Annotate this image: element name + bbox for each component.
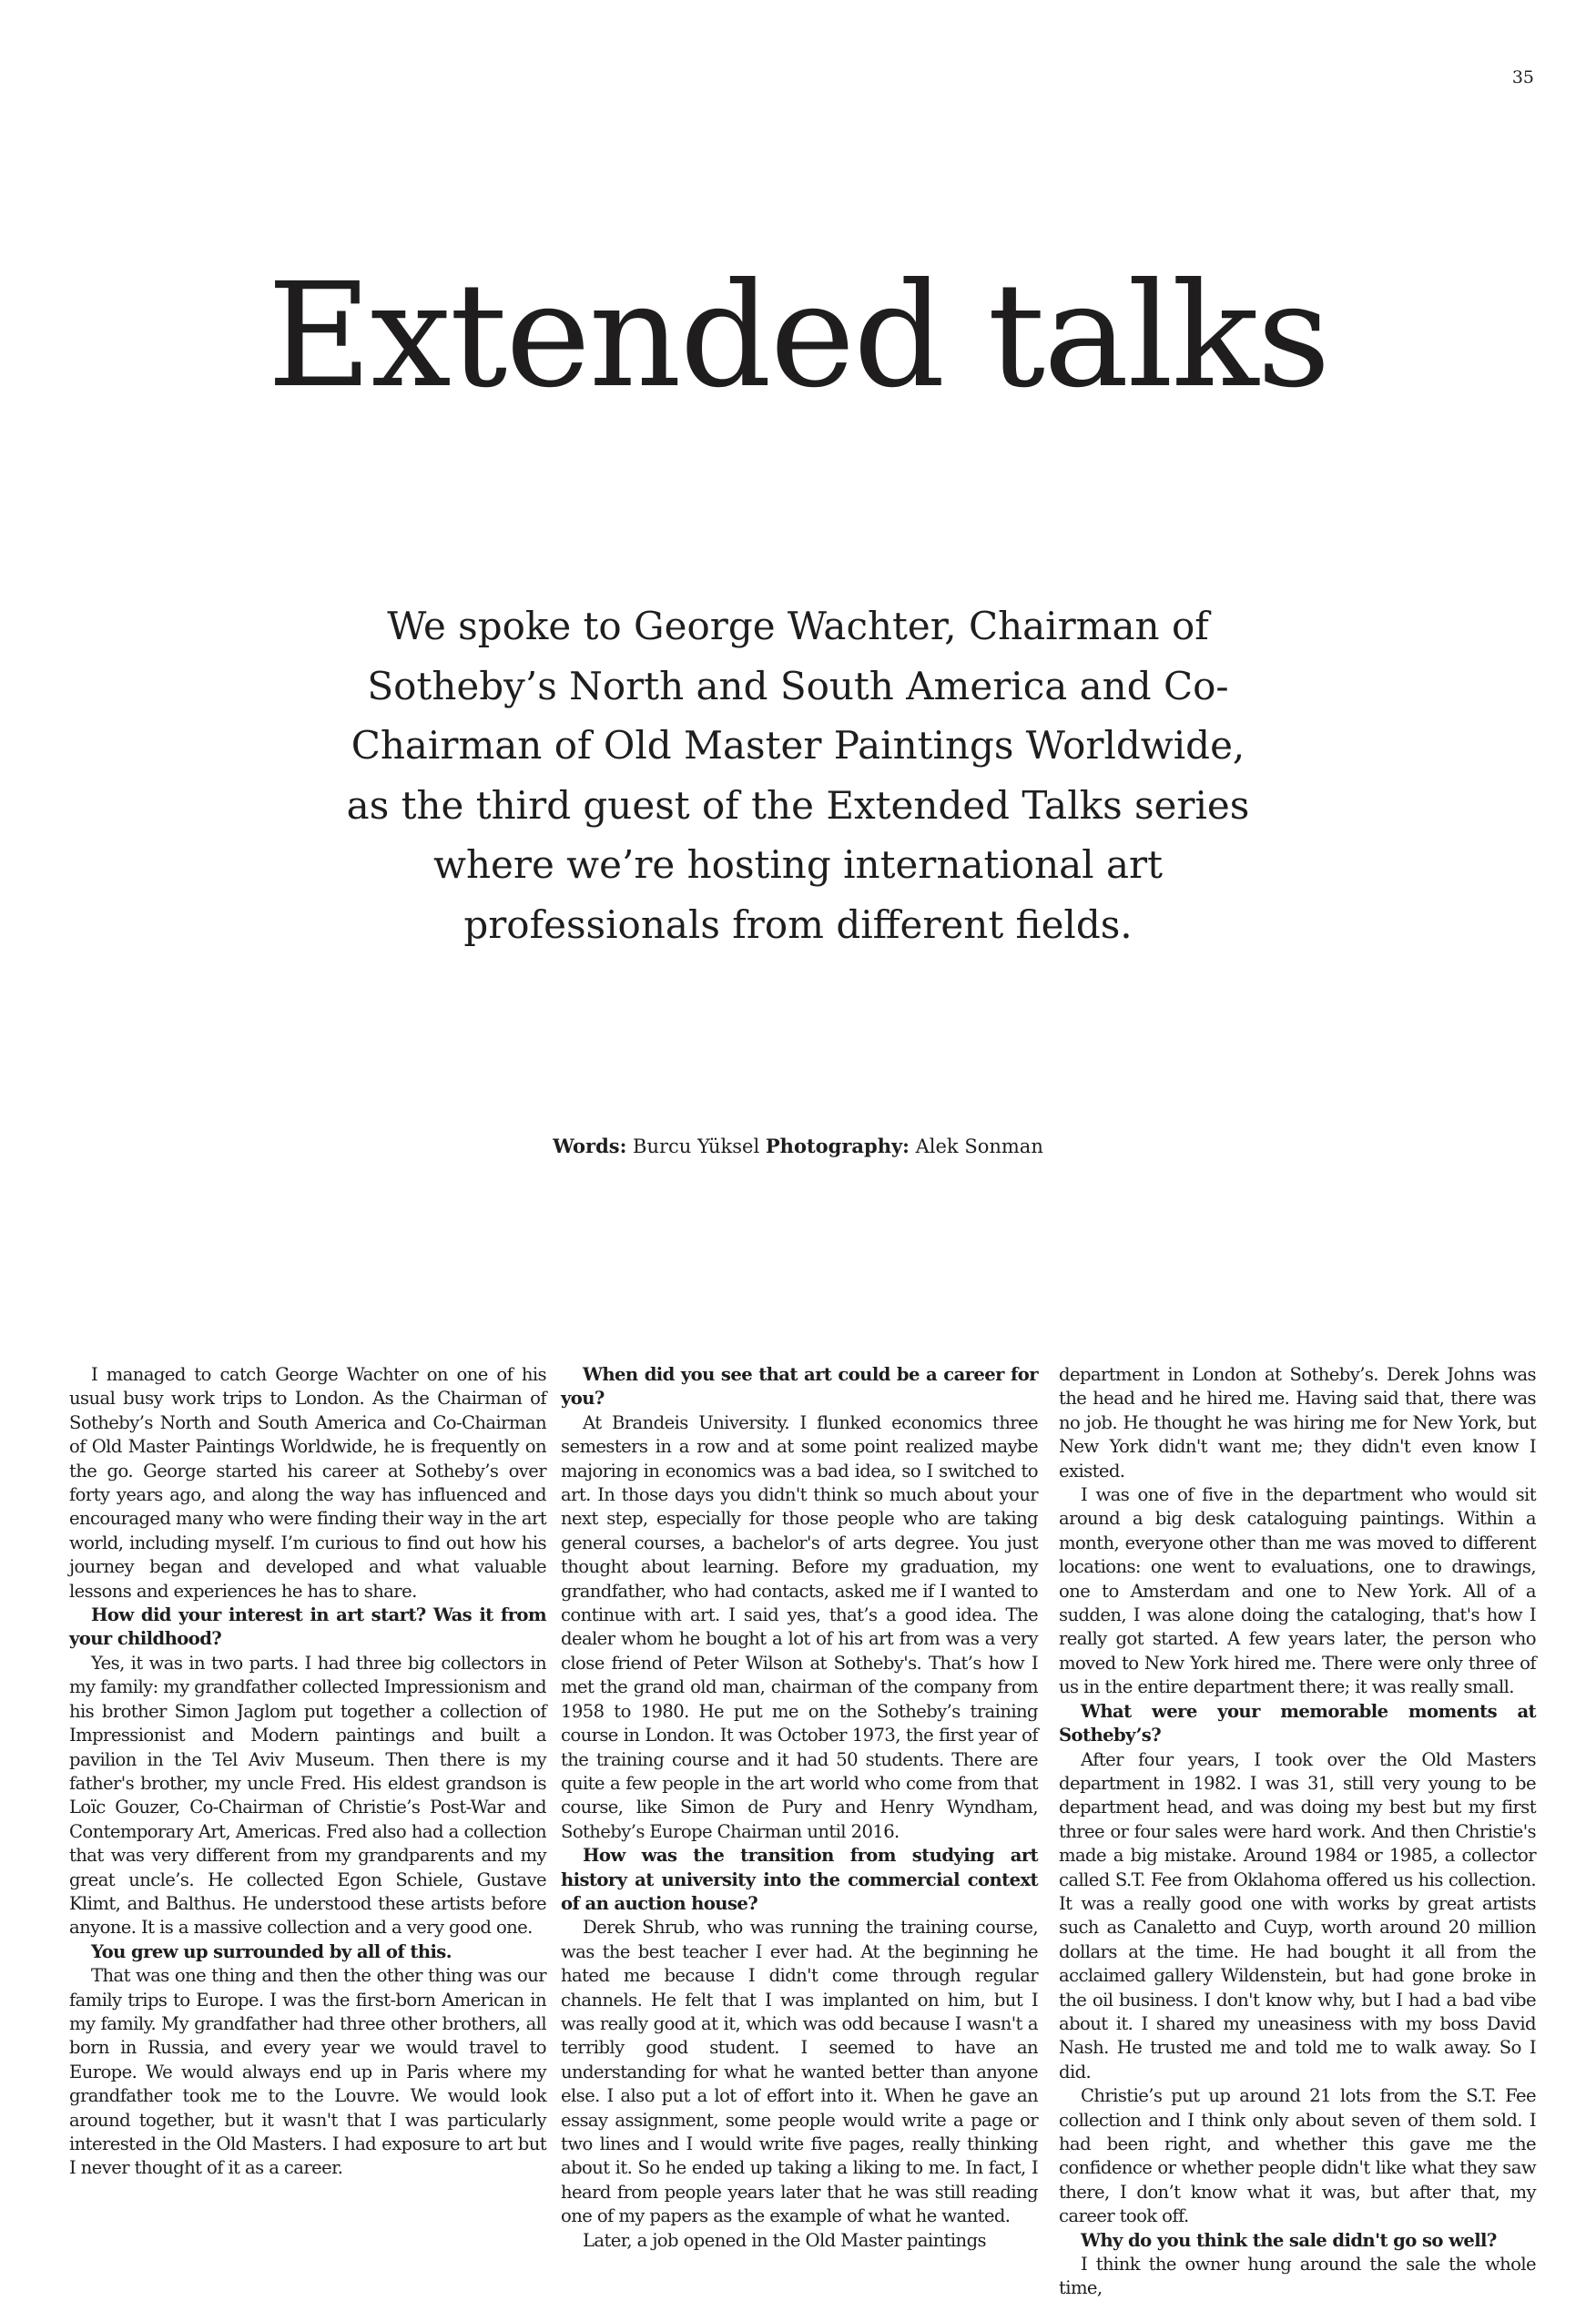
interview-question: You grew up surrounded by all of this. bbox=[91, 1940, 452, 1962]
paragraph: Christie’s put up around 21 lots from the S.T. Fee collection and I think only about seven of them sold. I had been right, and whether this gave me the confidence or whether people didn't like what they saw there, I don’t know what it was, but after that, my career took off. bbox=[1059, 2085, 1536, 2227]
page-title: Extended talks bbox=[267, 252, 1329, 420]
photography-label: Photography: bbox=[765, 1135, 910, 1157]
paragraph: I managed to catch George Wachter on one of his usual busy work trips to London. As the Chairman of Sotheby’s North and South America and Co-Chairman of Old Master Paintings Worldwide, he is frequently on the go. George started his career at Sotheby’s over forty years ago, and along the way has influenced and encouraged many who were finding their way in the art world, including myself. I’m curious to find out how his journey began and developed and what valuable lessons and experiences he has to share. bbox=[69, 1364, 546, 1602]
words-label: Words: bbox=[553, 1135, 627, 1157]
article-column-3 bbox=[1059, 1363, 1536, 2301]
paragraph: Derek Shrub, who was running the training course, was the best teacher I ever had. At the beginning he hated me because I didn't come through regular channels. He felt that I was implanted on him, but I was really good at it, which was odd because I wasn't a terribly good student. I seemed to have an understanding for what he wanted better than anyone else. I also put a lot of effort into it. When he gave an essay assignment, some people would write a page or two lines and I would write five pages, really thinking about it. So he ended up taking a liking to me. In fact, I heard from people years later that he was still reading one of my papers as the example of what he wanted. bbox=[561, 1917, 1038, 2227]
paragraph: Yes, it was in two parts. I had three big collectors in my family: my grandfather collected Impressionism and his brother Simon Jaglom put together a collection of Impressionist and Modern paintings and built a pavilion in the Tel Aviv Museum. Then there is my father's brother, my uncle Fred. His eldest grandson is Loïc Gouzer, Co-Chairman of Christie’s Post-War and Contemporary Art, Americas. Fred also had a collection that was very different from my grandparents and my great uncle’s. He collected Egon Schiele, Gustave Klimt, and Balthus. He understood these artists before anyone. It is a massive collection and a very good one. bbox=[69, 1652, 546, 1939]
interview-question: What were your memorable moments at Sotheby’s? bbox=[1059, 1700, 1536, 1746]
article-column-1 bbox=[69, 1363, 546, 2181]
interview-question: How did your interest in art start? Was it from your childhood? bbox=[69, 1604, 546, 1650]
paragraph: I was one of five in the department who would sit around a big desk cataloguing paintings. Within a month, everyone other than me was moved to different locations: one went to evaluations, one to drawings, one to Amsterdam and one to New York. All of a sudden, I was alone doing the cataloging, that's how I really got started. A few years later, the person who moved to New York hired me. There were only three of us in the entire department there; it was really small. bbox=[1059, 1484, 1536, 1698]
credits-line bbox=[0, 1135, 1596, 1157]
interview-question: How was the transition from studying art history at university into the commercial context of an auction house? bbox=[561, 1845, 1038, 1914]
paragraph: That was one thing and then the other thing was our family trips to Europe. I was the first-born American in my family. My grandfather had three other brothers, all born in Russia, and every year we would travel to Europe. We would always end up in Paris where my grandfather took me to the Louvre. We would look around together, but it wasn't that I was particularly interested in the Old Masters. I had exposure to art but I never thought of it as a career. bbox=[69, 1965, 546, 2179]
article-column-2 bbox=[561, 1363, 1038, 2253]
words-author: Burcu Yüksel bbox=[633, 1135, 760, 1157]
interview-question: Why do you think the sale didn't go so well? bbox=[1081, 2229, 1497, 2251]
paragraph: Later, a job opened in the Old Master paintings bbox=[583, 2229, 986, 2251]
paragraph: After four years, I took over the Old Masters department in 1982. I was 31, still very young to be department head, and was doing my best but my first three or four sales were hard work. And then Christie's made a big mistake. Around 1984 or 1985, a collector called S.T. Fee from Oklahoma offered us his collection. It was a really good one with works by great artists such as Canaletto and Cuyp, worth around 20 million dollars at the time. He had bought it all from the acclaimed gallery Wildenstein, but had gone broke in the oil business. I don't know why, but I had a bad vibe about it. I shared my uneasiness with my boss David Nash. He trusted me and told me to walk away. So I did. bbox=[1059, 1748, 1536, 2082]
paragraph: I think the owner hung around the sale the whole time, bbox=[1059, 2254, 1536, 2299]
interview-question: When did you see that art could be a career for you? bbox=[561, 1364, 1038, 1410]
page-number: 35 bbox=[1511, 67, 1534, 87]
photographer-name: Alek Sonman bbox=[915, 1135, 1043, 1157]
paragraph: At Brandeis University. I flunked economics three semesters in a row and at some point realized maybe majoring in economics was a bad idea, so I switched to art. In those days you didn't think so much about your next step, especially for those people who are taking general courses, a bachelor's of arts degree. You just thought about learning. Before my graduation, my grandfather, who had contacts, asked me if I wanted to continue with art. I said yes, that’s a good idea. The dealer whom he bought a lot of his art from was a very close friend of Peter Wilson at Sotheby's. That’s how I met the grand old man, chairman of the company from 1958 to 1980. He put me on the Sotheby’s training course in London. It was October 1973, the first year of the training course and it had 50 students. There are quite a few people in the art world who come from that course, like Simon de Pury and Henry Wyndham, Sotheby’s Europe Chairman until 2016. bbox=[561, 1411, 1038, 1842]
paragraph: department in London at Sotheby’s. Derek Johns was the head and he hired me. Having said that, there was no job. He thought he was hiring me for New York, but New York didn't want me; they didn't even know I existed. bbox=[1059, 1364, 1536, 1481]
intro-standfirst: We spoke to George Wachter, Chairman of Sotheby’s North and South America and Co-Chairman of Old Master Paintings Worldwide, as the third guest of the Extended Talks series where we’re hosting international art professionals from different fields. bbox=[346, 604, 1250, 947]
